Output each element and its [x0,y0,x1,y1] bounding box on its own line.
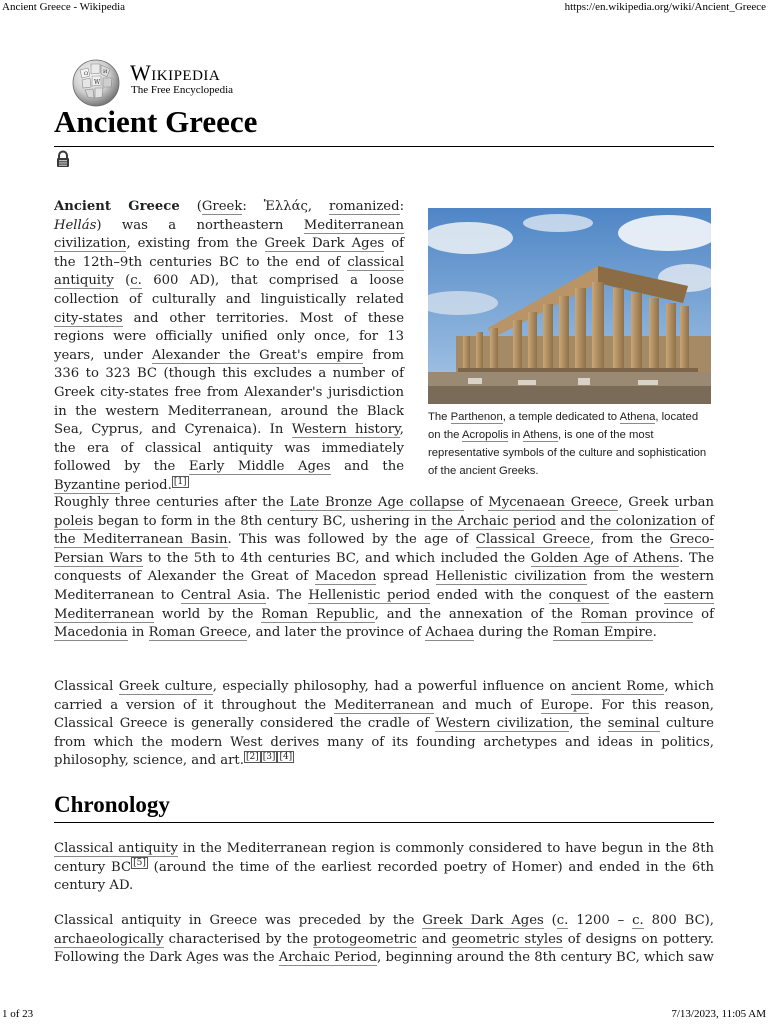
text: . The conquests of Alexander the Great of [54,550,715,585]
text: , and later the province of [247,625,426,641]
link-circa[interactable]: c. [130,273,142,289]
text: . For this reason, Classical Greece is generally considered the cradle of [54,697,714,732]
link-mediterranean[interactable]: Mediterranean [333,697,435,713]
link-acropolis[interactable]: Acropolis [461,429,509,441]
text: to the 5th to 4th centuries BC, and which included the [142,550,531,566]
title-divider [54,146,714,147]
link-archaic-period[interactable]: the Archaic period [431,513,557,529]
link-circa[interactable]: c. [632,913,644,928]
parthenon-photo[interactable] [428,208,711,404]
text: 1200 – [568,913,633,928]
text: in [508,429,523,441]
section-heading-chronology: Chronology [54,792,170,817]
link-macedon[interactable]: Macedon [314,569,377,585]
history-paragraph [54,494,714,643]
text: ) was a northeastern [96,217,304,233]
text: , the era of classical antiquity was immediately followed by the [54,422,404,475]
text: Classical antiquity in Greece was preceded by the [54,913,423,928]
text: ( [113,273,131,289]
link-athens[interactable]: Athens [522,429,559,441]
section-divider [54,822,714,823]
text: of [693,606,714,622]
text: , the [569,716,608,732]
text: and other territories. Most of these regions were officially unified only once, for 13 years, under [54,310,404,363]
text: (around the time of the earliest recorded poetry of Homer) and ended in the 6th century AD. [54,859,714,894]
text: , located on the [428,411,699,441]
reference-1[interactable]: [1] [173,476,187,487]
text: of [464,495,489,510]
reference-5[interactable]: [5] [133,858,146,869]
text: . This was followed by the age of [227,532,476,548]
reference-3[interactable]: [3] [262,751,276,762]
wikipedia-wordmark: Wikipedia [130,60,221,85]
print-header-title: Ancient Greece - Wikipedia [2,1,126,13]
print-header-url[interactable]: https://en.wikipedia.org/wiki/Ancient_Greece [564,1,766,13]
link-roman-republic[interactable]: Roman Republic [261,606,375,622]
chronology-paragraph-1 [54,840,714,896]
print-timestamp: 7/13/2023, 11:05 AM [671,1008,766,1020]
parthenon-figure [428,208,712,480]
text: , especially philosophy, had a powerful influence on [212,679,572,694]
text: Classical [54,679,119,694]
link-macedonia[interactable]: Macedonia [54,625,128,641]
text: , which carried a version of it throughout the [54,679,714,713]
text: 600 AD), that comprised a loose collection of culturally and linguistically related [54,273,404,307]
link-alexander-empire[interactable]: Alexander the Great's empire [151,347,364,363]
text: , Greek urban [618,495,714,510]
hellas-term: Hellás [54,217,97,233]
reference-2[interactable]: [2] [245,751,259,762]
svg-text:W: W [94,79,101,86]
text: characterised by the [163,931,314,947]
text: of the 12th–9th centuries BC to the end of [54,236,405,270]
link-ancient-rome[interactable]: ancient Rome [571,679,665,694]
text: from 336 to 323 BC (though this excludes a number of Greek city-states free from Alexander's jurisdiction in the western Mediterranean, around the Black Sea, Cyprus, and Cyrenaica). In [54,347,404,438]
text: period. [120,477,172,493]
link-classical-antiquity[interactable]: classical antiquity [54,254,404,289]
text: ended with the [430,587,549,603]
text: of the [609,587,664,603]
text: . [652,625,657,641]
link-early-middle-ages[interactable]: Early Middle Ages [188,459,331,475]
text: , beginning around the 8th century BC, which saw [377,950,714,966]
link-western-civilization[interactable]: Western civilization [435,716,570,732]
culture-paragraph [54,678,714,771]
link-conquest[interactable]: conquest [548,587,610,603]
text: and the [330,459,404,475]
link-romanized[interactable]: romanized [329,199,400,214]
link-greek[interactable]: Greek [201,199,243,214]
text: in the Mediterranean region is commonly considered to have begun in the 8th century BC [54,841,715,875]
link-seminal[interactable]: seminal [607,716,660,732]
text: and [416,931,452,947]
link-mediterranean-civilization[interactable]: Mediterranean civilization [54,217,404,252]
text: , from the [590,532,670,548]
link-athena[interactable]: Athena [619,411,656,423]
link-byzantine[interactable]: Byzantine [54,477,121,493]
text: , and the annexation of the [374,606,581,622]
svg-text:И: И [103,69,108,75]
text: . The [265,587,309,603]
text: of designs on pottery. Following the Dark Ages was the [54,931,714,966]
text: spread [376,569,436,585]
link-golden-age-athens[interactable]: Golden Age of Athens [530,550,680,566]
text: ( [543,913,557,928]
svg-text:Ω: Ω [84,71,89,77]
text: : [399,199,405,214]
text: in [127,625,149,641]
text: : Ἑλλάς, [242,199,330,214]
link-roman-greece[interactable]: Roman Greece [148,625,248,641]
page-title: Ancient Greece [54,104,258,139]
link-europe[interactable]: Europe [540,697,590,713]
text: began to form in the 8th century BC, ushering in [93,513,432,529]
text: from the western Mediterranean to [54,569,714,603]
link-city-states[interactable]: city-states [54,310,123,326]
link-mycenaean-greece[interactable]: Mycenaean Greece [488,495,619,510]
text: culture from which the modern West derives many of its founding archetypes and ideas in politics, philosophy, science, and art. [54,716,714,769]
link-archaic-period[interactable]: Archaic Period [278,950,378,966]
chronology-paragraph-2 [54,912,714,968]
link-greek-culture[interactable]: Greek culture [118,679,213,694]
wikipedia-globe-icon [70,56,122,108]
page-counter: 1 of 23 [2,1008,34,1020]
text: world by the [154,606,262,622]
link-achaea[interactable]: Achaea [425,625,475,641]
print-header [0,1,768,17]
text: Roughly three centuries after the [54,495,290,510]
link-circa[interactable]: c. [556,913,569,928]
link-protogeometric[interactable]: protogeometric [313,931,417,947]
print-footer [0,1008,768,1024]
link-greek-dark-ages[interactable]: Greek Dark Ages [264,236,385,252]
text: and much of [434,697,541,713]
text: during the [474,625,553,641]
link-hellenistic-period[interactable]: Hellenistic period [308,587,431,603]
link-classical-antiquity[interactable]: Classical antiquity [54,841,178,856]
bold-term: Ancient Greece [54,199,180,214]
link-central-asia[interactable]: Central Asia [180,587,266,603]
link-colonization[interactable]: the colonization of the Mediterranean Basin [54,513,714,548]
reference-4[interactable]: [4] [279,751,293,762]
text: ( [179,199,202,214]
link-classical-greece[interactable]: Classical Greece [475,532,591,548]
text: 800 BC), [643,913,714,928]
text: The [428,411,451,423]
wikipedia-tagline: The Free Encyclopedia [131,84,234,96]
link-greek-dark-ages[interactable]: Greek Dark Ages [422,913,544,928]
link-western-history[interactable]: Western history [291,422,400,438]
lock-icon[interactable] [54,150,72,168]
figure-caption [428,408,712,480]
link-poleis[interactable]: poleis [54,513,94,529]
link-roman-province[interactable]: Roman province [580,606,694,622]
wikipedia-logo[interactable] [70,56,270,108]
text: , existing from the [126,236,265,252]
link-late-bronze-age-collapse[interactable]: Late Bronze Age collapse [289,495,465,510]
link-greco-persian-wars[interactable]: Greco-Persian Wars [54,532,714,566]
text: , is one of the most representative symbols of the culture and sophistication of the ancient Greeks. [428,429,707,477]
link-roman-empire[interactable]: Roman Empire [552,625,653,641]
intro-paragraph [54,198,404,496]
link-eastern-mediterranean[interactable]: eastern Mediterranean [54,587,714,622]
link-parthenon[interactable]: Parthenon [450,411,503,423]
link-archaeologically[interactable]: archaeologically [54,931,164,947]
text: and [556,513,590,529]
link-hellenistic-civilization[interactable]: Hellenistic civilization [435,569,587,585]
link-geometric-styles[interactable]: geometric styles [451,931,563,947]
text: , a temple dedicated to [502,411,620,423]
